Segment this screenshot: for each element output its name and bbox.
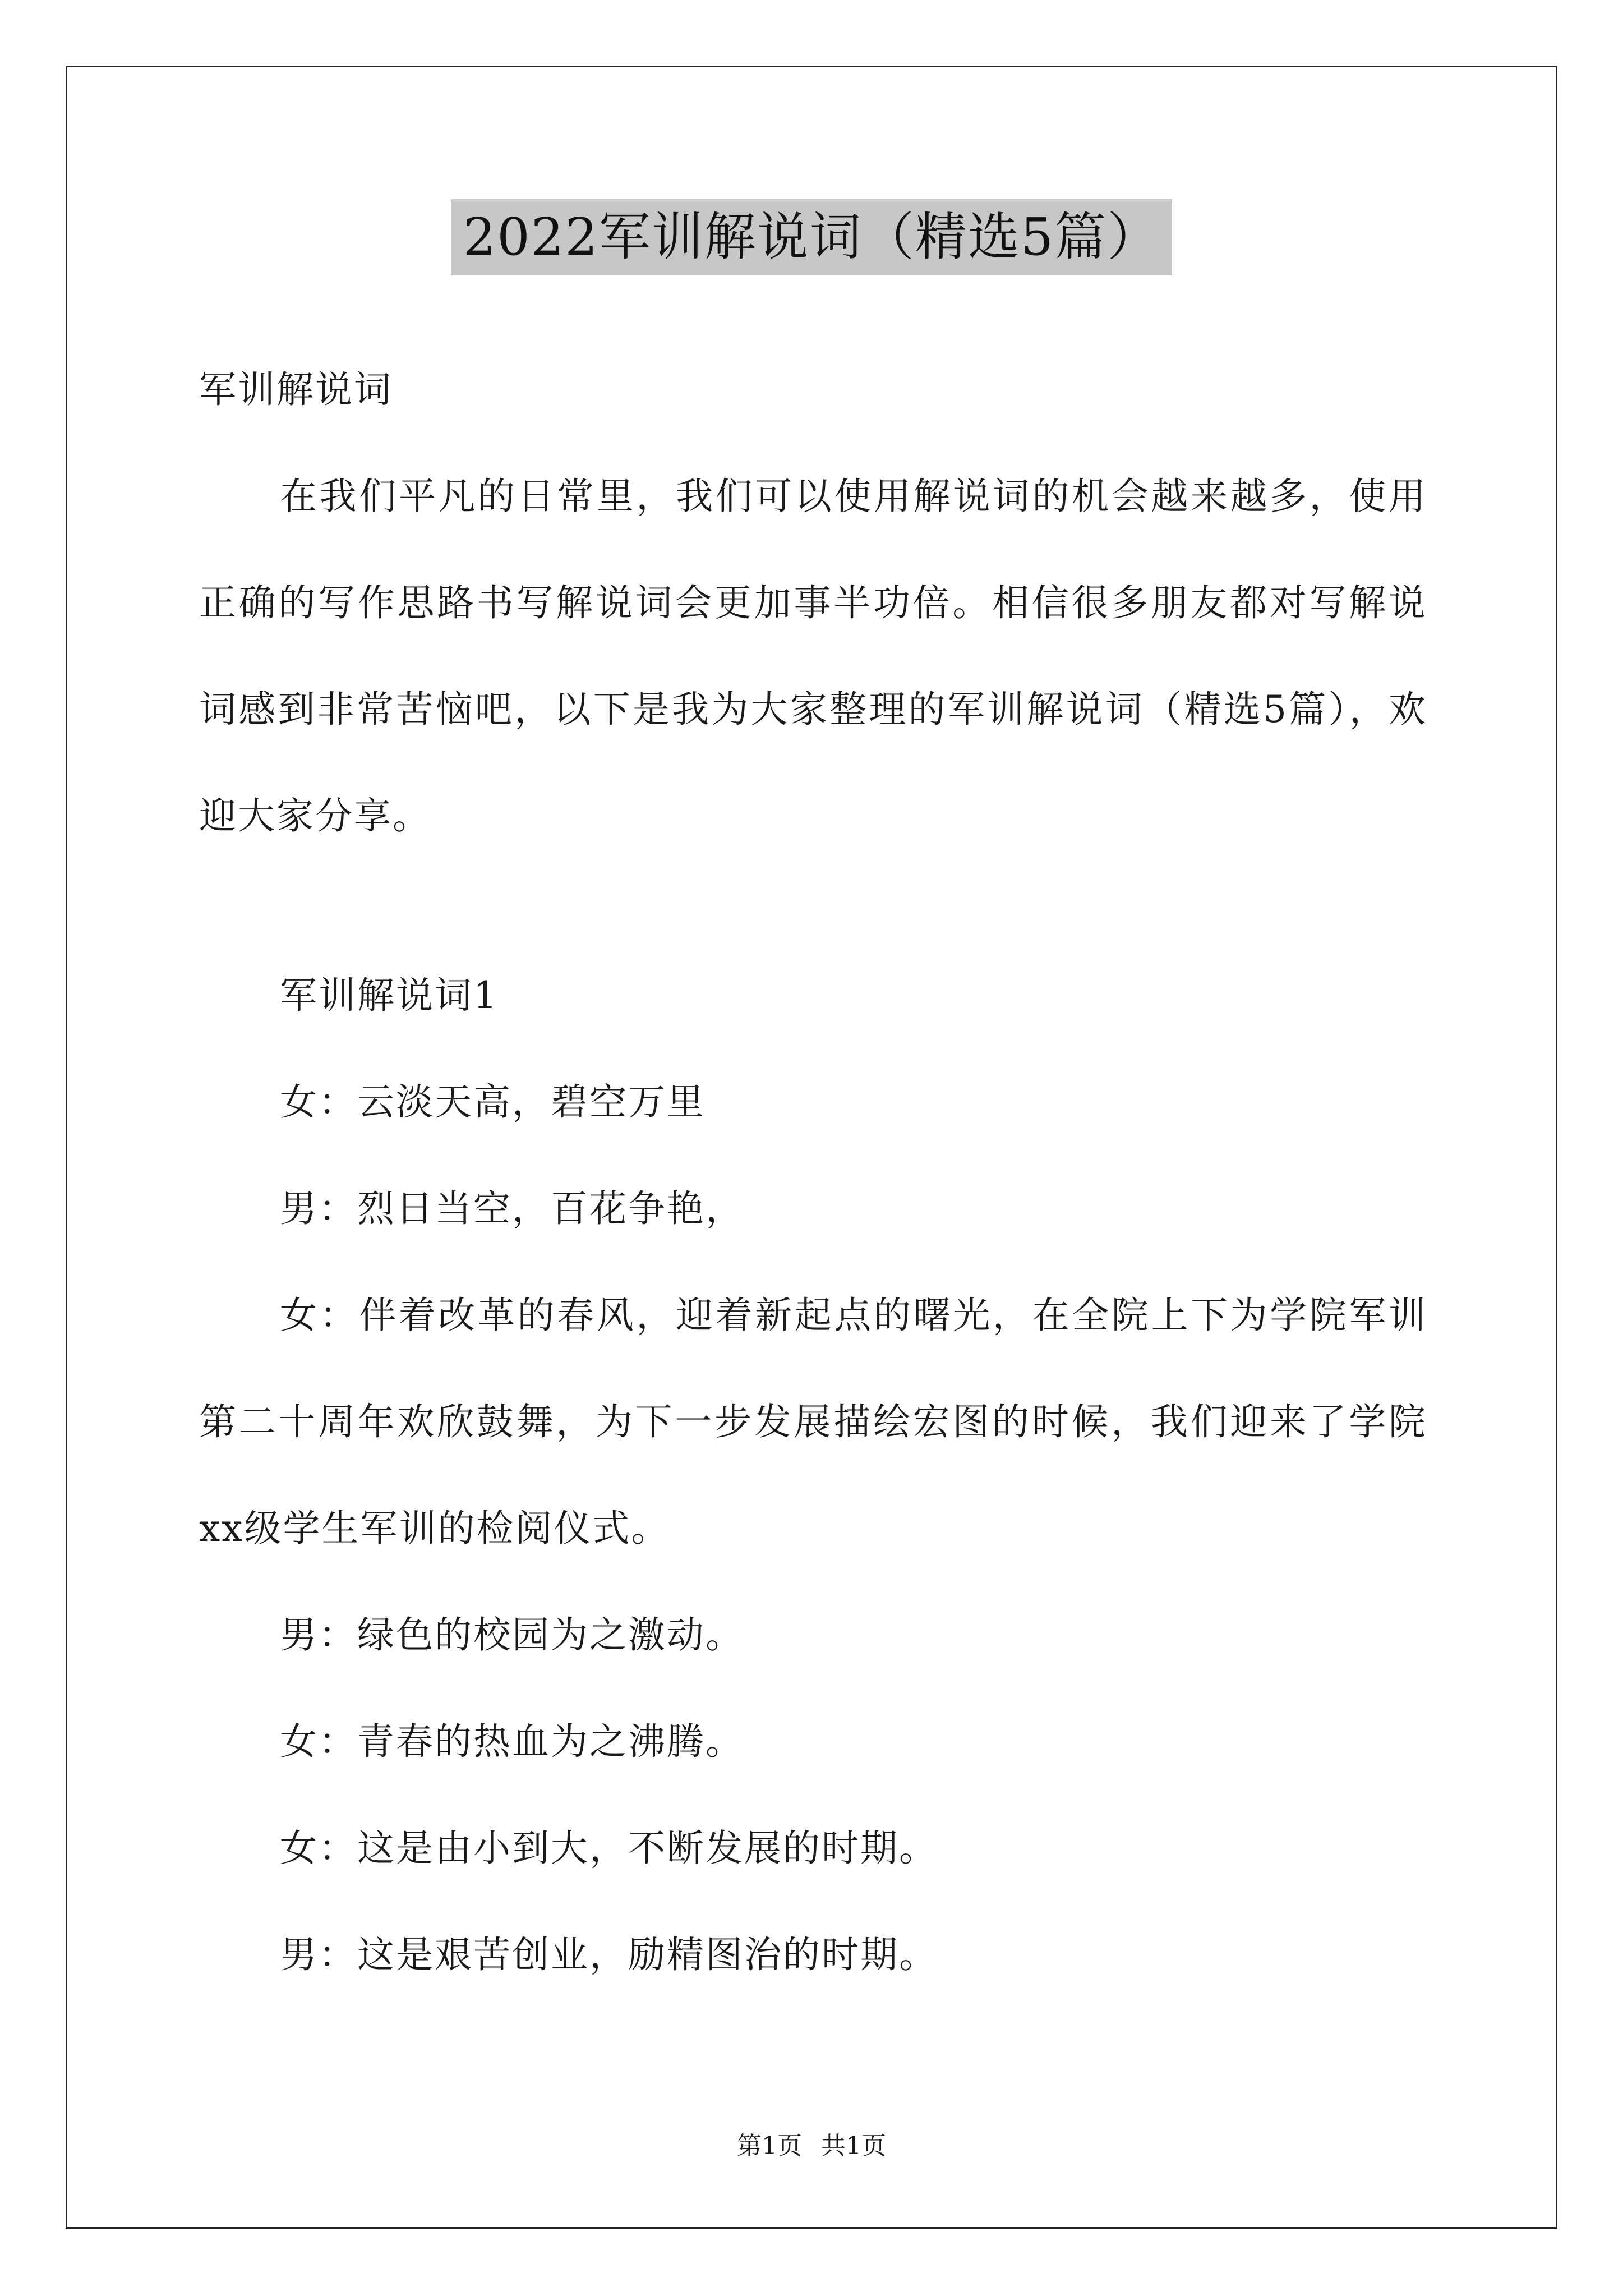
dialogue-line: 女：云淡天高，碧空万里 [280,1080,706,1124]
dialogue-line: 女：这是由小到大，不断发展的时期。 [280,1826,938,1870]
dialogue-line: 男：绿色的校园为之激动。 [280,1613,744,1657]
document-body [199,337,1427,2008]
section-heading: 军训解说词1 [280,974,499,1017]
dialogue-line: 男：这是艰苦创业，励精图治的时期。 [280,1933,938,1976]
intro-paragraph: 在我们平凡的日常里，我们可以使用解说词的机会越来越多，使用正确的写作思路书写解说词会更加事半功倍。相信很多朋友都对写解说词感到非常苦恼吧，以下是我为大家整理的军训解说词（精选5篇），欢迎大家分享。 [199,475,1427,838]
dialogue-line: 男：烈日当空，百花争艳， [280,1187,744,1230]
document-title: 2022军训解说词（精选5篇） [451,199,1173,275]
dialogue-line: 女：青春的热血为之沸腾。 [280,1720,744,1763]
paragraph-gap [199,869,1427,942]
page-footer [0,2129,1623,2163]
page-number-total: 共1页 [821,2132,886,2160]
page-number-current: 第1页 [737,2132,802,2160]
title-container [0,199,1623,275]
document-subtitle: 军训解说词 [199,368,393,411]
dialogue-line: 女：伴着改革的春风，迎着新起点的曙光，在全院上下为学院军训第二十周年欢欣鼓舞，为下一步发展描绘宏图的时候，我们迎来了学院xx级学生军训的检阅仪式。 [199,1294,1427,1550]
